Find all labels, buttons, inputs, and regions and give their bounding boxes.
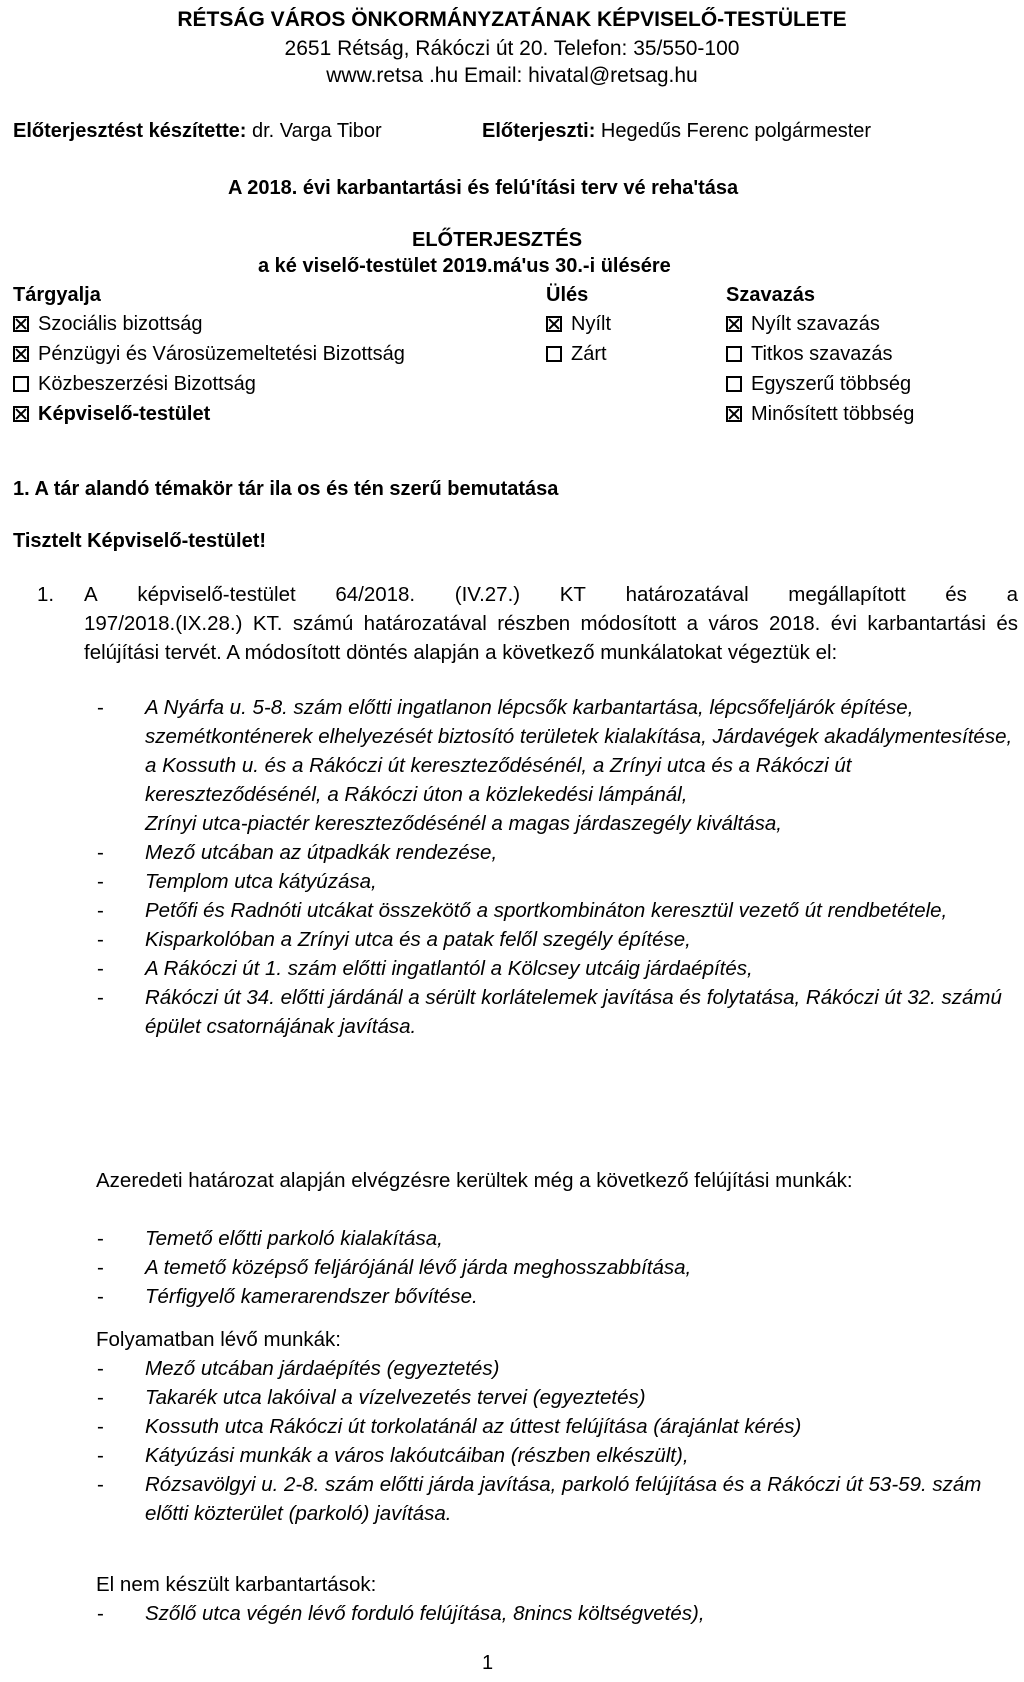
section-title: 1. A tár alandó témakör tár ila os és tén szerű bemutatása xyxy=(13,478,559,500)
item-1-word: 64/2018. xyxy=(335,583,416,606)
item-1-word: a xyxy=(1006,583,1018,606)
list-item-text: Mező utcában az útpadkák rendezése, xyxy=(145,841,498,864)
org-web-email: www.retsa .hu Email: hivatal@retsag.hu xyxy=(326,64,698,87)
col-session-header: Ülés xyxy=(546,284,589,306)
dash-bullet: - xyxy=(97,870,104,893)
item-1-word: KT xyxy=(559,583,586,606)
list-item xyxy=(84,867,1018,896)
unchecked-box-icon xyxy=(726,346,742,362)
voting-option xyxy=(726,373,914,403)
session-option xyxy=(546,343,611,373)
dash-bullet: - xyxy=(97,1473,104,1496)
salutation: Tisztelt Képviselő-testület! xyxy=(13,530,267,552)
discussed-by-option-label: Közbeszerzési Bizottság xyxy=(38,373,256,395)
list-item xyxy=(84,1224,1018,1253)
original-resolution-paragraph: Azeredeti határozat alapján elvégzésre kerültek még a következő felújítási munkák: xyxy=(96,1169,853,1192)
prepared-by xyxy=(13,120,382,143)
col-discussed-by-header: Tárgyalja xyxy=(13,284,101,306)
unchecked-box-icon xyxy=(726,376,742,392)
list-item xyxy=(84,1282,1018,1311)
unchecked-box-icon xyxy=(13,376,29,392)
voting-table xyxy=(13,284,1013,434)
list-item xyxy=(84,838,1018,867)
dash-bullet: - xyxy=(97,986,104,1009)
item-1-number: 1. xyxy=(37,583,55,606)
discussed-by-option xyxy=(13,343,405,373)
discussed-by-option-label: Képviselő-testület xyxy=(38,403,211,425)
proposal-subheading: a ké viselő-testület 2019.má'us 30.-i ülésére xyxy=(258,255,671,277)
completed-works-list xyxy=(84,693,1018,1041)
list-item xyxy=(84,896,1018,925)
presenter-label: Előterjeszti: xyxy=(482,120,596,142)
item-1-rest: 197/2018.(IX.28.) KT. számú határozatával részben módosított a város 2018. évi karbantartási és felújítási tervét. A módosított döntés alapján a következő munkálatokat végeztük el: xyxy=(84,612,1018,664)
list-item xyxy=(84,1383,1018,1412)
voting-list xyxy=(726,313,914,433)
dash-bullet: - xyxy=(97,1386,104,1409)
list-item-text: Térfigyelő kamerarendszer bővítése. xyxy=(145,1285,478,1308)
page-number: 1 xyxy=(482,1652,494,1674)
voting-option-label: Nyílt szavazás xyxy=(751,313,880,335)
list-item xyxy=(84,1441,1018,1470)
list-item xyxy=(84,954,1018,983)
list-item-text: Zrínyi utca-piactér kereszteződésénél a magas járdaszegély kiváltása, xyxy=(145,812,782,835)
dash-bullet: - xyxy=(97,841,104,864)
presenter-value: Hegedűs Ferenc polgármester xyxy=(600,120,872,142)
voting-option-label: Egyszerű többség xyxy=(751,373,912,395)
dash-bullet: - xyxy=(97,928,104,951)
col-voting-header: Szavazás xyxy=(726,284,815,306)
list-item xyxy=(84,983,1018,1041)
session-option xyxy=(546,313,611,343)
dash-bullet: - xyxy=(97,957,104,980)
in-progress-heading: Folyamatban lévő munkák: xyxy=(96,1328,341,1351)
dash-bullet: - xyxy=(97,899,104,922)
list-item xyxy=(84,809,1018,838)
list-item xyxy=(84,1253,1018,1282)
list-item-text: Szőlő utca végén lévő forduló felújítása, 8nincs költségvetés), xyxy=(145,1602,705,1625)
checked-box-icon xyxy=(726,406,742,422)
org-address: 2651 Rétság, Rákóczi út 20. Telefon: 35/550-100 xyxy=(284,37,740,60)
list-item-text: Petőfi és Radnóti utcákat összekötő a sportkombináton keresztül vezető út rendbetétele, xyxy=(145,899,948,922)
list-item-text: Kisparkolóban a Zrínyi utca és a patak felől szegély építése, xyxy=(145,928,691,951)
list-item-text: Temető előtti parkoló kialakítása, xyxy=(145,1227,443,1250)
session-option-label: Zárt xyxy=(571,343,607,365)
discussed-by-option-label: Szociális bizottság xyxy=(38,313,203,335)
not-completed-list xyxy=(84,1599,1018,1628)
item-1-word: (IV.27.) xyxy=(454,583,521,606)
list-item xyxy=(84,1470,1018,1528)
unchecked-box-icon xyxy=(546,346,562,362)
prepared-by-value: dr. Varga Tibor xyxy=(251,120,382,142)
list-item-text: Rákóczi út 34. előtti járdánál a sérült korlátelemek javítása és folytatása, Rákóczi út 32. számú épület csatornájának javítása. xyxy=(145,986,1002,1038)
dash-bullet: - xyxy=(97,696,104,719)
list-item xyxy=(84,925,1018,954)
voting-option xyxy=(726,313,914,343)
item-1-word: és xyxy=(945,583,967,606)
list-item xyxy=(84,693,1018,809)
discussed-by-list xyxy=(13,313,405,433)
item-1-first-line xyxy=(84,580,1018,609)
list-item-text: Takarék utca lakóival a vízelvezetés tervei (egyeztetés) xyxy=(145,1386,646,1409)
voting-option xyxy=(726,403,914,433)
dash-bullet: - xyxy=(97,1357,104,1380)
voting-option-label: Minősített többség xyxy=(751,403,915,425)
discussed-by-option xyxy=(13,313,405,343)
dash-bullet: - xyxy=(97,1227,104,1250)
checked-box-icon xyxy=(13,406,29,422)
item-1-word: A xyxy=(84,583,98,606)
dash-bullet: - xyxy=(97,1285,104,1308)
discussed-by-option xyxy=(13,403,405,433)
document-title: A 2018. évi karbantartási és felú'ítási terv vé reha'tása xyxy=(228,177,739,199)
presenter xyxy=(482,120,871,143)
in-progress-list xyxy=(84,1354,1018,1528)
list-item-text: A Rákóczi út 1. szám előtti ingatlantól a Kölcsey utcáig járdaépítés, xyxy=(145,957,753,980)
proposal-heading: ELŐTERJESZTÉS xyxy=(412,229,583,251)
item-1 xyxy=(37,580,1018,667)
discussed-by-option-label: Pénzügyi és Városüzemeltetési Bizottság xyxy=(38,343,405,365)
list-item-text: Mező utcában járdaépítés (egyeztetés) xyxy=(145,1357,500,1380)
org-name: RÉTSÁG VÁROS ÖNKORMÁNYZATÁNAK KÉPVISELŐ-TESTÜLETE xyxy=(177,8,847,31)
not-completed-heading: El nem készült karbantartások: xyxy=(96,1573,377,1596)
checked-box-icon xyxy=(13,346,29,362)
voting-option xyxy=(726,343,914,373)
list-item xyxy=(84,1354,1018,1383)
dash-bullet: - xyxy=(97,1415,104,1438)
checked-box-icon xyxy=(546,316,562,332)
dash-bullet: - xyxy=(97,1444,104,1467)
dash-bullet: - xyxy=(97,1256,104,1279)
item-1-word: megállapított xyxy=(788,583,906,606)
list-item-text: Templom utca kátyúzása, xyxy=(145,870,377,893)
session-option-label: Nyílt xyxy=(571,313,611,335)
checked-box-icon xyxy=(726,316,742,332)
list-item-text: A Nyárfa u. 5-8. szám előtti ingatlanon lépcsők karbantartása, lépcsőfeljárók építése, szemétkonténerek elhelyezését biztosító területek kialakítása, Járdavégek akadálymentesítése, a Kossuth u. és a Rákóczi út kereszteződésénél, a Zrínyi utca és a Rákóczi út kereszteződésénél, a Rákóczi úton a közlekedési lámpánál, xyxy=(145,696,1013,806)
list-item xyxy=(84,1599,1018,1628)
item-1-word: képviselő-testület xyxy=(137,583,296,606)
list-item-text: Kátyúzási munkák a város lakóutcáiban (részben elkészült), xyxy=(145,1444,689,1467)
discussed-by-option xyxy=(13,373,405,403)
dash-bullet: - xyxy=(97,1602,104,1625)
list-item xyxy=(84,1412,1018,1441)
prepared-by-label: Előterjesztést készítette: xyxy=(13,120,247,142)
item-1-word: határozatával xyxy=(625,583,749,606)
list-item-text: Kossuth utca Rákóczi út torkolatánál az úttest felújítása (árajánlat kérés) xyxy=(145,1415,802,1438)
voting-option-label: Titkos szavazás xyxy=(751,343,893,365)
list-item-text: Rózsavölgyi u. 2-8. szám előtti járda javítása, parkoló felújítása és a Rákóczi út 53-59. szám előtti közterület (parkoló) javítása. xyxy=(145,1473,982,1525)
list-item-text: A temető középső feljárójánál lévő járda meghosszabbítása, xyxy=(145,1256,692,1279)
checked-box-icon xyxy=(13,316,29,332)
renovation-list xyxy=(84,1224,1018,1311)
session-list xyxy=(546,313,611,373)
